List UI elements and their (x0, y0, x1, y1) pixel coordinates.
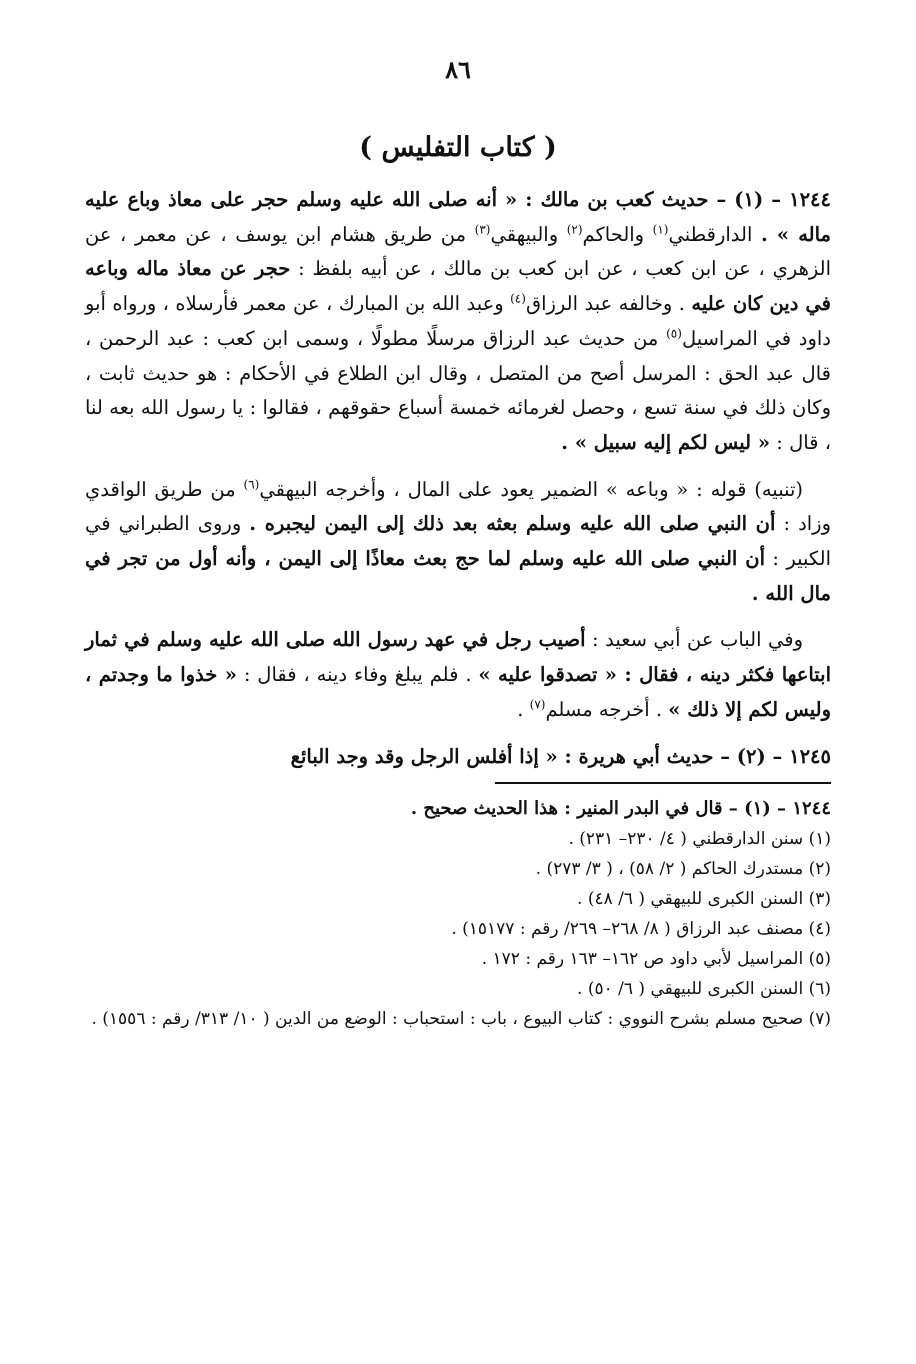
text-run: من طريق الواقدي وزاد : (85, 477, 831, 536)
main-text (85, 183, 831, 774)
text-run: والحاكم (582, 222, 653, 246)
hadith-1244-paragraph (85, 183, 831, 461)
text-run: من طريق هشام ابن يوسف ، عن معمر ، عن الزهري ، عن ابن كعب ، عن ابن كعب بن مالك ، عن أبيه بلفظ : (85, 222, 831, 281)
text-run: قوله : « وباعه » الضمير يعود على المال ، وأخرجه البيهقي (259, 477, 755, 501)
footnote-item: (٤) مصنف عبد الرزاق ( ٨/ ٢٦٨– ٢٦٩/ رقم : ١٥١٧٧) . (451, 919, 831, 940)
hadith-1245-lead: ١٢٤٥ – (٢) – حديث أبي هريرة : « إذا أفلس الرجل وقد وجد البائع (290, 744, 831, 768)
footnote-ref: (٧) (529, 697, 546, 712)
tanbih-paragraph (85, 473, 831, 612)
footnote-ref: (٢) (566, 222, 583, 237)
bold-quote: « خذوا ما وجدتم ، وليس لكم إلا ذلك » (85, 663, 831, 721)
footnote-ref: (١) (652, 222, 669, 237)
bold-quote: أصيب رجل في عهد رسول الله صلى الله عليه وسلم في ثمار ابتاعها فكثر دينه ، فقال : « تصدقوا عليه » (85, 628, 831, 687)
text-run: الدارقطني (668, 222, 761, 246)
footnote-divider (495, 782, 831, 784)
bold-quote: أن النبي صلى الله عليه وسلم لما حج بعث معاذًا إلى اليمن ، وأنه أول من تجر في مال الله . (85, 547, 831, 605)
text-run: . (517, 697, 530, 721)
footnote-item: (٦) السنن الكبرى للبيهقي ( ٦/ ٥٠) . (577, 979, 831, 1000)
text-run: . أخرجه مسلم (545, 697, 669, 721)
chapter-title: ( كتاب التفليس ) (359, 132, 557, 163)
footnotes (85, 794, 831, 1034)
bab-paragraph (85, 623, 831, 727)
text-run: . وخالفه عبد الرزاق (525, 292, 692, 316)
document-page (85, 55, 831, 1034)
footnote-item: (٥) المراسيل لأبي داود ص ١٦٢– ١٦٣ رقم : ١٧٢ . (481, 949, 831, 970)
text-run: وعبد الله بن المبارك ، عن معمر فأرسلاه ، ورواه أبو داود في المراسيل (85, 292, 831, 350)
bold-quote: « ليس لكم إليه سبيل » . (561, 430, 771, 454)
bold-quote: حجر عن معاذ ماله وباعه في دين كان عليه (85, 257, 831, 316)
tanbih-lead: (تنبيه) (754, 477, 803, 501)
hadith-1244-lead: ١٢٤٤ – (١) – حديث كعب بن مالك : « أنه صلى الله عليه وسلم حجر على معاذ وباع عليه ماله » . (85, 188, 831, 246)
text-run: والبيهقي (490, 222, 567, 246)
footnote-ref: (٣) (474, 222, 491, 237)
text-run: من حديث عبد الرزاق مرسلًا مطولًا ، وسمى ابن كعب : عبد الرحمن ، قال عبد الحق : المرسل أصح من المتصل ، وقال ابن الطلاع في الأحكام : هو حديث ثابت ، وكان ذلك في سنة تسع ، وحصل لغرمائه خمسة أسباع حقوقهم ، فقالوا : يا رسول الله بعه لنا ، قال : (85, 326, 831, 454)
footnote-ref: (٦) (243, 477, 260, 492)
footnote-ref: (٥) (666, 326, 682, 341)
footnote-item: (١) سنن الدارقطني ( ٤/ ٢٣٠– ٢٣١) . (568, 829, 831, 850)
footnote-ref: (٤) (510, 291, 526, 306)
footnote-heading: ١٢٤٤ – (١) – قال في البدر المنير : هذا الحديث صحيح . (410, 798, 831, 820)
footnote-item: (٣) السنن الكبرى للبيهقي ( ٦/ ٤٨) . (577, 889, 831, 910)
hadith-1245-paragraph (85, 740, 831, 775)
page-number: ٨٦ (445, 55, 471, 84)
footnote-item: (٢) مستدرك الحاكم ( ٢/ ٥٨) ، ( ٣/ ٢٧٣) . (535, 859, 831, 880)
footnote-item: (٧) صحيح مسلم بشرح النووي : كتاب البيوع ، باب : استحباب : الوضع من الدين ( ١٠/ ٣١٣/ رقم : ١٥٥٦) . (91, 1009, 831, 1030)
bold-quote: أن النبي صلى الله عليه وسلم بعثه بعد ذلك إلى اليمن ليجبره . (249, 512, 776, 536)
text-run: وروى الطبراني في الكبير : (85, 512, 831, 571)
text-run: . فلم يبلغ وفاء دينه ، فقال : (236, 663, 479, 687)
text-run: وفي الباب عن أبي سعيد : (585, 628, 803, 652)
